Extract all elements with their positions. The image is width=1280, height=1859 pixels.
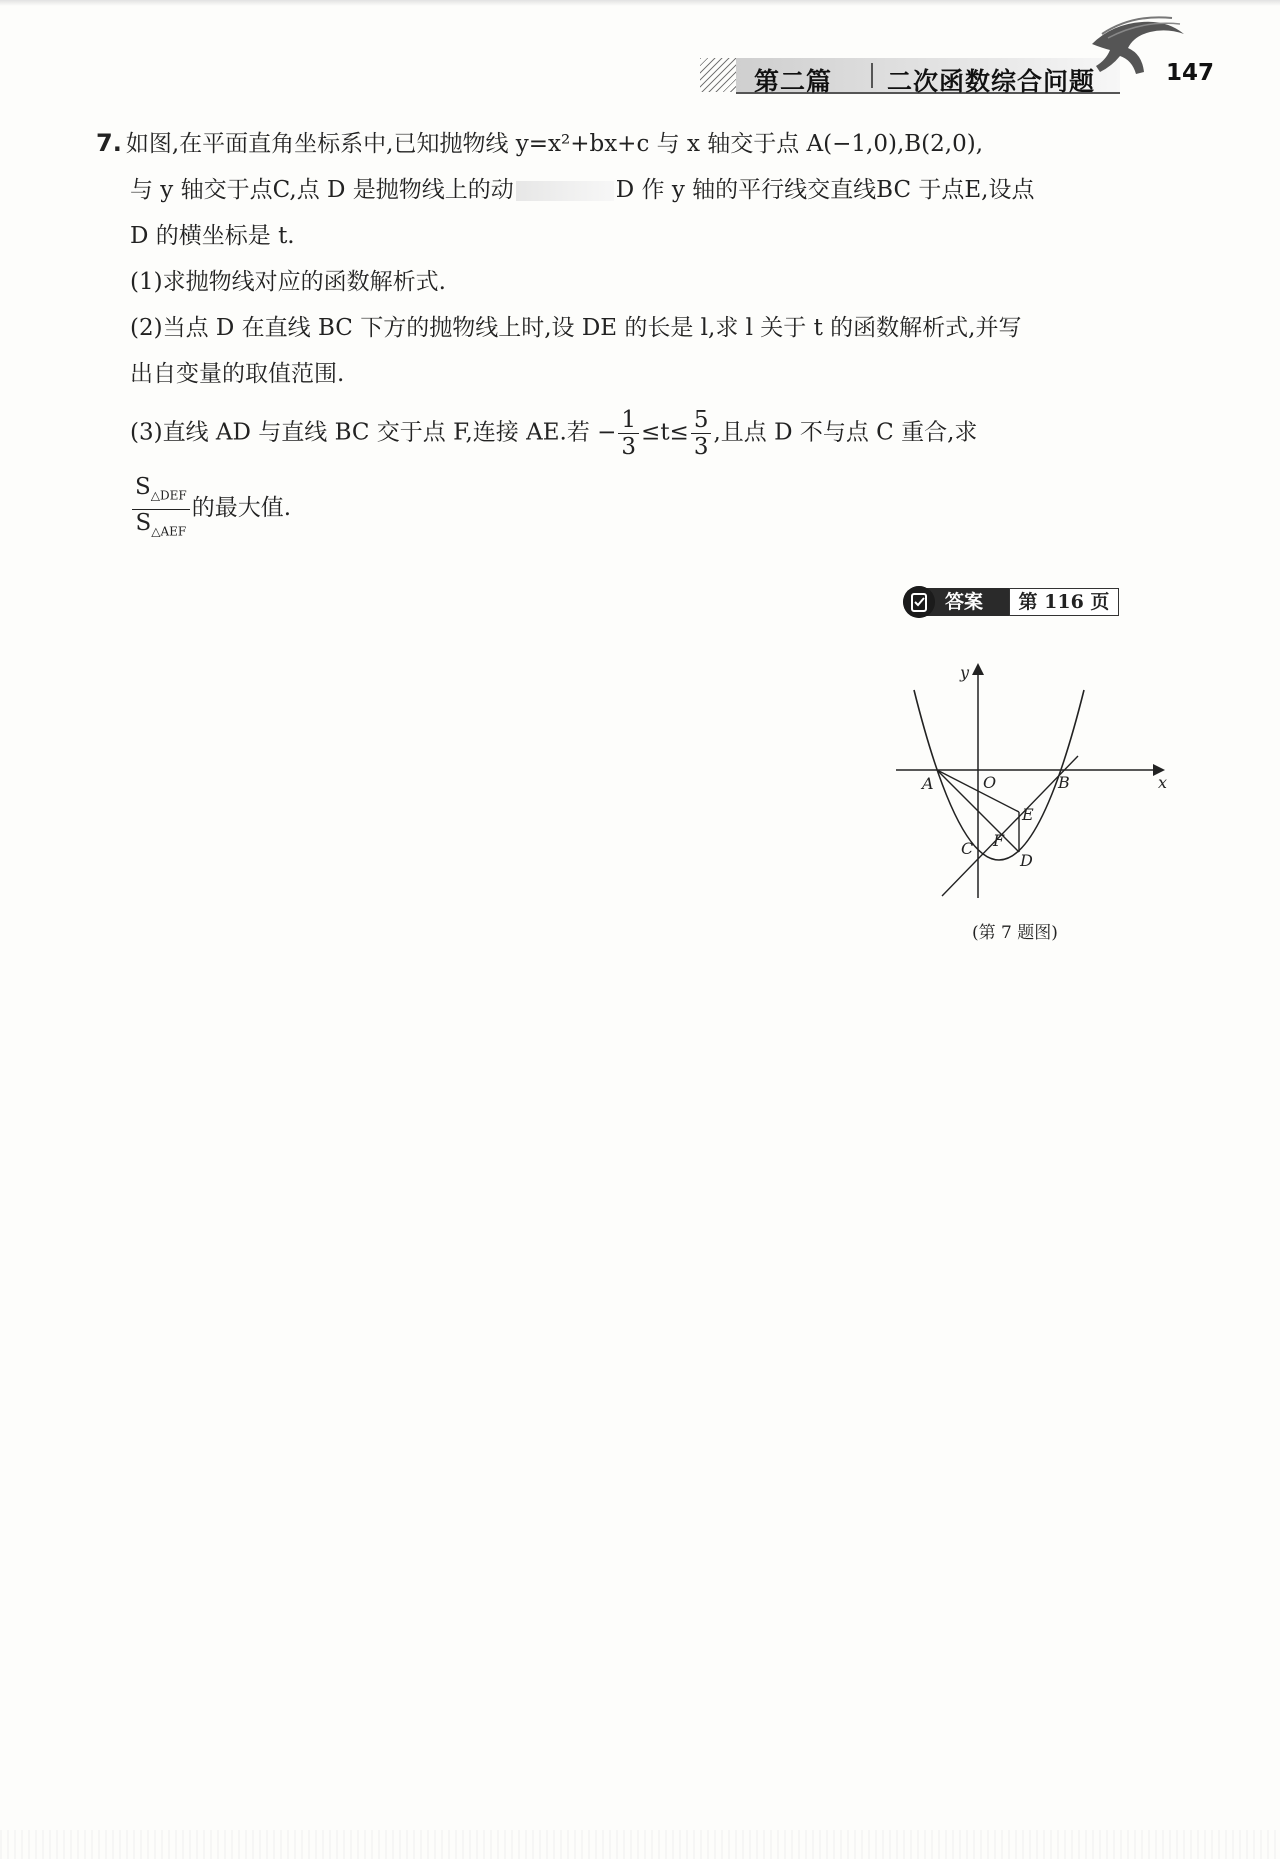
stem-text-2b: D 作 y 轴的平行线交直线BC 于点E,设点 [615,177,1035,203]
fig-label-f: F [993,831,1005,850]
question-3-text-end: 的最大值. [191,495,292,522]
area-ratio-fraction [132,474,190,544]
question-3-inequality: ≤t≤ [641,419,689,446]
page-edge [0,0,1280,6]
fraction-five-thirds [691,407,712,460]
ratio-denominator-subscript: △AEF [151,524,187,539]
problem-stem-line-2 [96,167,1166,213]
fig-label-y: y [960,663,970,682]
fig-label-d: D [1020,851,1033,870]
question-2-text-2: 出自变量的取值范围. [130,361,345,387]
question-2-text-1: (2)当点 D 在直线 BC 下方的抛物线上时,设 DE 的长是 l,求 l 关于 t 的函数解析式,并写 [130,315,1022,341]
smudged-text-region [516,181,614,201]
ratio-denominator [132,510,190,545]
page-number: 147 [1166,60,1215,86]
answer-reference-badge [903,586,1121,618]
fig-label-c: C [961,839,974,858]
question-1 [96,259,1166,305]
fraction-numerator: 1 [618,407,639,434]
question-3-text-after: ,且点 D 不与点 C 重合,求 [713,419,978,446]
checklist-icon [903,586,935,618]
stem-text-1: 如图,在平面直角坐标系中,已知抛物线 y=x²+bx+c 与 x 轴交于点 A(−1,0),B(2,0), [125,131,984,157]
fraction-denominator: 3 [621,434,637,460]
fraction-denominator: 3 [693,434,709,460]
stem-text-3: D 的横坐标是 t. [130,223,295,249]
fig-label-b: B [1058,773,1070,792]
stem-text-2a: 与 y 轴交于点C,点 D 是抛物线上的动 [130,177,514,203]
problem-number: 7. [96,129,122,157]
header-part: 第二篇 [754,67,833,96]
fig-label-x: x [1158,773,1168,792]
problem-stem-line-1 [96,120,1166,167]
fraction-one-third [618,407,639,460]
fraction-numerator: 5 [691,407,712,434]
question-3-line-2 [96,474,1166,544]
page-header [700,58,1120,94]
answer-page-reference: 第 116 页 [1009,588,1119,616]
question-3-text-before: (3)直线 AD 与直线 BC 交于点 F,连接 AE.若 − [130,419,617,446]
paper-texture [0,1830,1280,1859]
fig-label-o: O [983,773,997,792]
ratio-denominator-symbol: S [135,509,152,536]
question-2-line-2 [96,351,1166,397]
parabola-figure [890,660,1170,910]
ratio-numerator-subscript: △DEF [150,488,187,503]
question-2-line-1 [96,305,1166,351]
header-separator [871,63,873,88]
question-3-line-1 [96,407,1166,460]
problem-stem-line-3 [96,213,1166,259]
header-title: 二次函数综合问题 [887,67,1096,96]
figure-caption: (第 7 题图) [972,923,1058,943]
fig-label-e: E [1022,805,1034,824]
answer-label: 答案 [925,588,1009,616]
header-hatch-decoration [700,58,738,92]
fig-label-a: A [922,774,934,793]
question-1-text: (1)求抛物线对应的函数解析式. [130,269,446,295]
ratio-numerator [132,474,190,510]
ratio-numerator-symbol: S [135,474,151,500]
problem-7 [96,120,1166,544]
